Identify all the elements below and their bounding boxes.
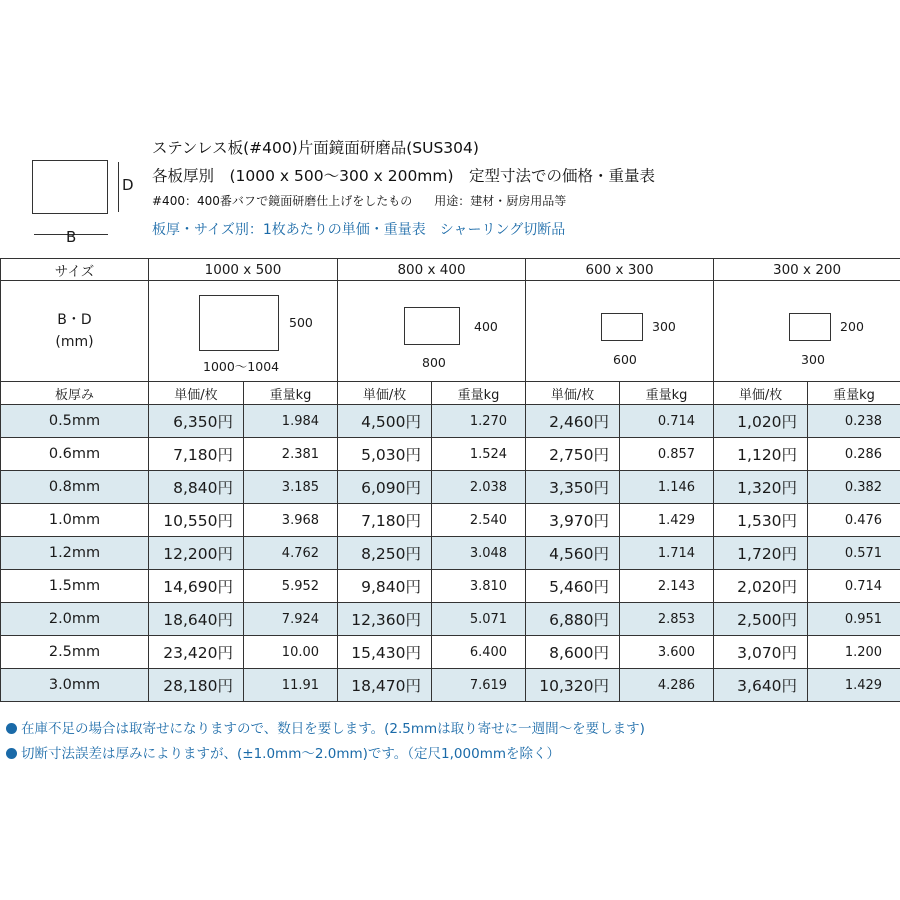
column-header-row	[1, 382, 900, 405]
price-cell: 6,090円	[338, 471, 432, 504]
weight-cell: 7.924	[244, 603, 338, 636]
weight-cell: 3.600	[620, 636, 714, 669]
thickness-label: 板厚み	[1, 382, 149, 405]
diagram-label-d: D	[122, 176, 134, 194]
weight-cell: 1.429	[620, 504, 714, 537]
plate-height-label: 500	[289, 315, 313, 330]
price-cell: 1,120円	[714, 438, 808, 471]
price-cell: 14,690円	[149, 570, 244, 603]
weight-cell: 6.400	[432, 636, 526, 669]
weight-cell: 2.853	[620, 603, 714, 636]
price-cell: 8,600円	[526, 636, 620, 669]
thickness-cell: 0.8mm	[1, 471, 149, 504]
size-header-row	[1, 259, 900, 281]
weight-cell: 5.952	[244, 570, 338, 603]
table-row	[1, 669, 900, 702]
price-cell: 10,550円	[149, 504, 244, 537]
price-cell: 15,430円	[338, 636, 432, 669]
plate-width-label: 800	[422, 355, 446, 370]
weight-cell: 0.382	[808, 471, 900, 504]
weight-cell: 0.238	[808, 405, 900, 438]
thickness-cell: 3.0mm	[1, 669, 149, 702]
finish-text: #400：400番バフで鏡面研磨仕上げをしたもの	[152, 194, 413, 208]
price-header: 単価/枚	[338, 382, 432, 405]
weight-header: 重量kg	[244, 382, 338, 405]
diagram-label-b: B	[66, 228, 77, 246]
size-label: サイズ	[1, 259, 149, 281]
weight-cell: 10.00	[244, 636, 338, 669]
weight-cell: 3.968	[244, 504, 338, 537]
price-cell: 8,840円	[149, 471, 244, 504]
note-stock	[6, 717, 645, 737]
price-cell: 1,720円	[714, 537, 808, 570]
price-header: 単価/枚	[526, 382, 620, 405]
price-cell: 5,460円	[526, 570, 620, 603]
page-title: ステンレス板(#400)片面鏡面研磨品(SUS304)	[152, 139, 479, 157]
plate-shape	[32, 160, 108, 214]
table-caption	[152, 219, 565, 239]
weight-header: 重量kg	[808, 382, 900, 405]
dimension-cell	[526, 281, 714, 382]
thickness-cell: 0.6mm	[1, 438, 149, 471]
price-cell: 9,840円	[338, 570, 432, 603]
weight-cell: 1.270	[432, 405, 526, 438]
table-row	[1, 438, 900, 471]
plate-height-label: 300	[652, 319, 676, 334]
bullet-icon	[6, 748, 17, 759]
price-cell: 3,970円	[526, 504, 620, 537]
price-header: 単価/枚	[714, 382, 808, 405]
price-cell: 28,180円	[149, 669, 244, 702]
price-cell: 4,560円	[526, 537, 620, 570]
plate-width-label: 1000〜1004	[203, 359, 280, 374]
weight-cell: 0.571	[808, 537, 900, 570]
weight-cell: 0.714	[620, 405, 714, 438]
table-caption-text: 板厚・サイズ別：1枚あたりの単価・重量表	[152, 222, 426, 238]
table-row	[1, 471, 900, 504]
weight-cell: 3.048	[432, 537, 526, 570]
weight-cell: 2.038	[432, 471, 526, 504]
size-title: 600 x 300	[526, 259, 714, 281]
weight-header: 重量kg	[432, 382, 526, 405]
table-row	[1, 405, 900, 438]
shearing-text: シャーリング切断品	[439, 222, 566, 238]
price-cell: 3,640円	[714, 669, 808, 702]
plate-outline	[199, 295, 279, 351]
price-cell: 10,320円	[526, 669, 620, 702]
plate-width-label: 600	[613, 352, 637, 367]
price-cell: 12,360円	[338, 603, 432, 636]
plate-height-label: 400	[474, 319, 498, 334]
size-title: 1000 x 500	[149, 259, 338, 281]
weight-cell: 7.619	[432, 669, 526, 702]
weight-cell: 0.714	[808, 570, 900, 603]
price-cell: 1,530円	[714, 504, 808, 537]
weight-cell: 1.200	[808, 636, 900, 669]
weight-cell: 1.984	[244, 405, 338, 438]
bd-label: B・D	[57, 312, 92, 328]
thickness-cell: 2.5mm	[1, 636, 149, 669]
price-cell: 7,180円	[338, 504, 432, 537]
price-cell: 3,350円	[526, 471, 620, 504]
depth-arrow	[118, 162, 119, 212]
price-weight-table	[0, 258, 900, 702]
weight-cell: 2.381	[244, 438, 338, 471]
weight-cell: 2.540	[432, 504, 526, 537]
price-cell: 23,420円	[149, 636, 244, 669]
thickness-cell: 1.0mm	[1, 504, 149, 537]
price-cell: 7,180円	[149, 438, 244, 471]
note-tolerance	[6, 742, 560, 762]
weight-cell: 3.185	[244, 471, 338, 504]
size-title: 800 x 400	[338, 259, 526, 281]
price-cell: 3,070円	[714, 636, 808, 669]
table-row	[1, 504, 900, 537]
bd-cell	[1, 281, 149, 382]
note-text: 切断寸法誤差は厚みによりますが、(±1.0mm〜2.0mm)です。（定尺1,000mmを除く）	[21, 746, 561, 762]
thickness-cell: 0.5mm	[1, 405, 149, 438]
weight-cell: 0.476	[808, 504, 900, 537]
dimension-cell	[714, 281, 900, 382]
note-text: 在庫不足の場合は取寄せになりますので、数日を要します。(2.5mmは取り寄せに一週間〜を要します)	[21, 721, 645, 737]
page-subtitle: 各板厚別 (1000 x 500〜300 x 200mm) 定型寸法での価格・重量表	[152, 167, 656, 185]
table-row	[1, 603, 900, 636]
table-row	[1, 537, 900, 570]
thickness-cell: 1.2mm	[1, 537, 149, 570]
table-row	[1, 570, 900, 603]
thickness-cell: 1.5mm	[1, 570, 149, 603]
weight-cell: 4.762	[244, 537, 338, 570]
price-cell: 2,460円	[526, 405, 620, 438]
weight-cell: 3.810	[432, 570, 526, 603]
weight-cell: 1.524	[432, 438, 526, 471]
weight-cell: 0.286	[808, 438, 900, 471]
dimension-row	[1, 281, 900, 382]
dimension-cell	[149, 281, 338, 382]
price-cell: 12,200円	[149, 537, 244, 570]
weight-cell: 0.857	[620, 438, 714, 471]
weight-cell: 1.429	[808, 669, 900, 702]
plate-width-label: 300	[801, 352, 825, 367]
price-cell: 18,470円	[338, 669, 432, 702]
plate-height-label: 200	[840, 319, 864, 334]
price-cell: 8,250円	[338, 537, 432, 570]
weight-header: 重量kg	[620, 382, 714, 405]
price-cell: 1,020円	[714, 405, 808, 438]
price-cell: 2,020円	[714, 570, 808, 603]
price-header: 単価/枚	[149, 382, 244, 405]
weight-cell: 1.146	[620, 471, 714, 504]
bd-unit: (mm)	[55, 334, 94, 350]
weight-cell: 0.951	[808, 603, 900, 636]
use-text: 用途：建材・厨房用品等	[434, 194, 567, 208]
price-cell: 5,030円	[338, 438, 432, 471]
bullet-icon	[6, 723, 17, 734]
dimension-diagram	[28, 150, 134, 246]
price-cell: 6,880円	[526, 603, 620, 636]
plate-outline	[601, 313, 643, 341]
thickness-cell: 2.0mm	[1, 603, 149, 636]
price-cell: 2,750円	[526, 438, 620, 471]
weight-cell: 5.071	[432, 603, 526, 636]
price-cell: 6,350円	[149, 405, 244, 438]
price-cell: 4,500円	[338, 405, 432, 438]
finish-description	[152, 192, 566, 209]
weight-cell: 4.286	[620, 669, 714, 702]
table-row	[1, 636, 900, 669]
plate-outline	[789, 313, 831, 341]
price-cell: 1,320円	[714, 471, 808, 504]
size-title: 300 x 200	[714, 259, 900, 281]
price-cell: 18,640円	[149, 603, 244, 636]
weight-cell: 11.91	[244, 669, 338, 702]
price-cell: 2,500円	[714, 603, 808, 636]
dimension-cell	[338, 281, 526, 382]
plate-outline	[404, 307, 460, 345]
weight-cell: 2.143	[620, 570, 714, 603]
weight-cell: 1.714	[620, 537, 714, 570]
